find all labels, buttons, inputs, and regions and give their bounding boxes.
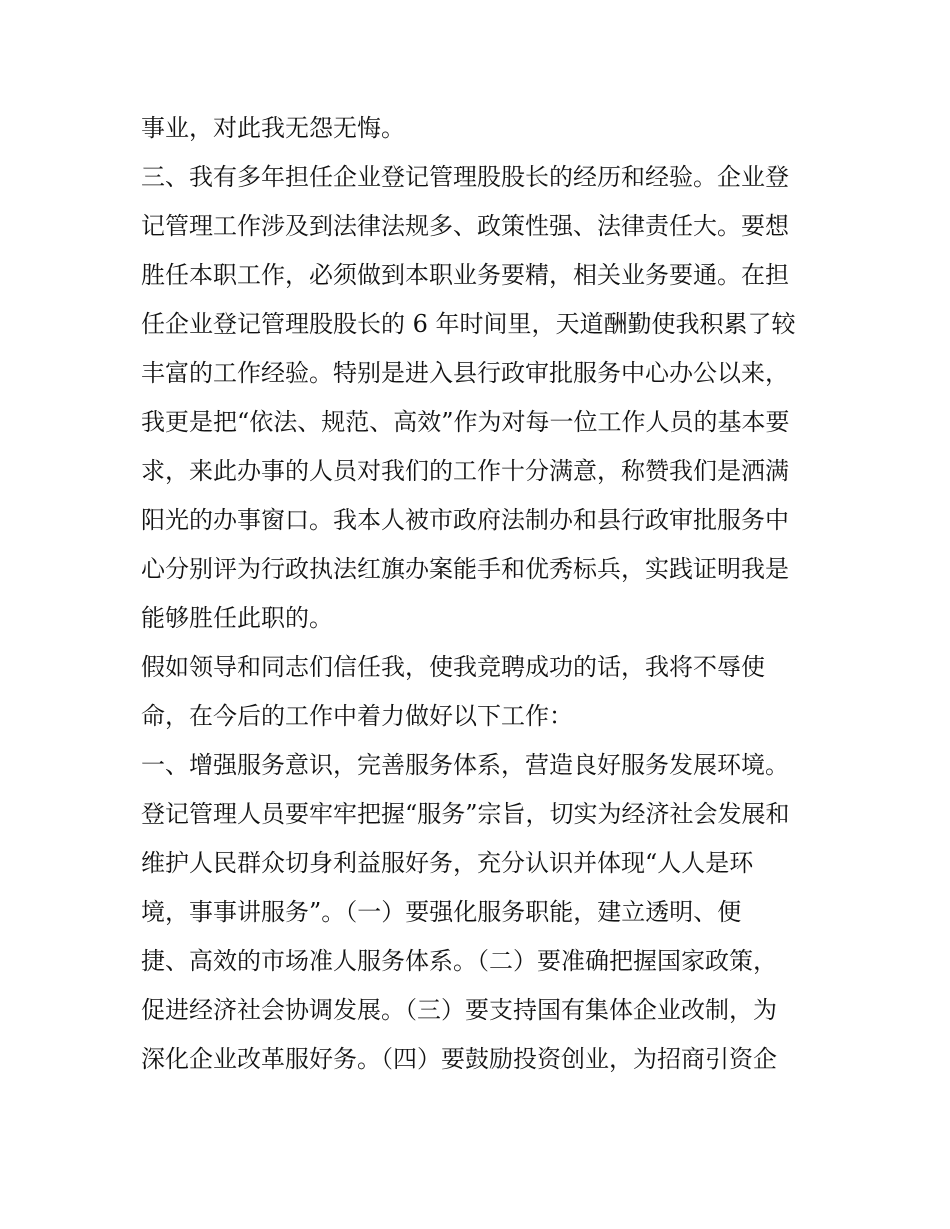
text-line: 一、增强服务意识，完善服务体系，营造良好服务发展环境。 xyxy=(141,751,789,779)
text-line: 深化企业改革服好务。（四）要鼓励投资创业，为招商引资企 xyxy=(141,1045,777,1073)
text-line: 任企业登记管理股股长的 6 年时间里，天道酬勤使我积累了较 xyxy=(141,310,796,338)
text-line: 阳光的办事窗口。我本人被市政府法制办和县行政审批服务中 xyxy=(141,506,789,534)
text-line: 胜任本职工作，必须做到本职业务要精，相关业务要通。在担 xyxy=(141,261,789,289)
text-line: 能够胜任此职的。 xyxy=(141,604,333,632)
text-line: 记管理工作涉及到法律法规多、政策性强、法律责任大。要想 xyxy=(141,212,789,240)
text-line: 丰富的工作经验。特别是进入县行政审批服务中心办公以来， xyxy=(141,359,789,387)
text-line: 事业，对此我无怨无悔。 xyxy=(141,114,405,142)
text-line: 心分别评为行政执法红旗办案能手和优秀标兵，实践证明我是 xyxy=(141,555,789,583)
text-line: 求，来此办事的人员对我们的工作十分满意，称赞我们是洒满 xyxy=(141,457,789,485)
text-line: 境，事事讲服务”。（一）要强化服务职能，建立透明、便 xyxy=(141,898,742,926)
text-line: 捷、高效的市场准人服务体系。（二）要准确把握国家政策， xyxy=(141,947,777,975)
text-line: 命，在今后的工作中着力做好以下工作： xyxy=(141,702,573,730)
text-line: 假如领导和同志们信任我，使我竞聘成功的话，我将不辱使 xyxy=(141,653,765,681)
text-line: 登记管理人员要牢牢把握“服务”宗旨，切实为经济社会发展和 xyxy=(141,800,790,828)
body-text xyxy=(141,104,813,1084)
text-line: 促进经济社会协调发展。（三）要支持国有集体企业改制，为 xyxy=(141,996,777,1024)
text-line: 维护人民群众切身利益服好务，充分认识并体现“人人是环 xyxy=(141,849,754,877)
text-line: 三、我有多年担任企业登记管理股股长的经历和经验。企业登 xyxy=(141,163,789,191)
text-line: 我更是把“依法、规范、高效”作为对每一位工作人员的基本要 xyxy=(141,408,790,436)
